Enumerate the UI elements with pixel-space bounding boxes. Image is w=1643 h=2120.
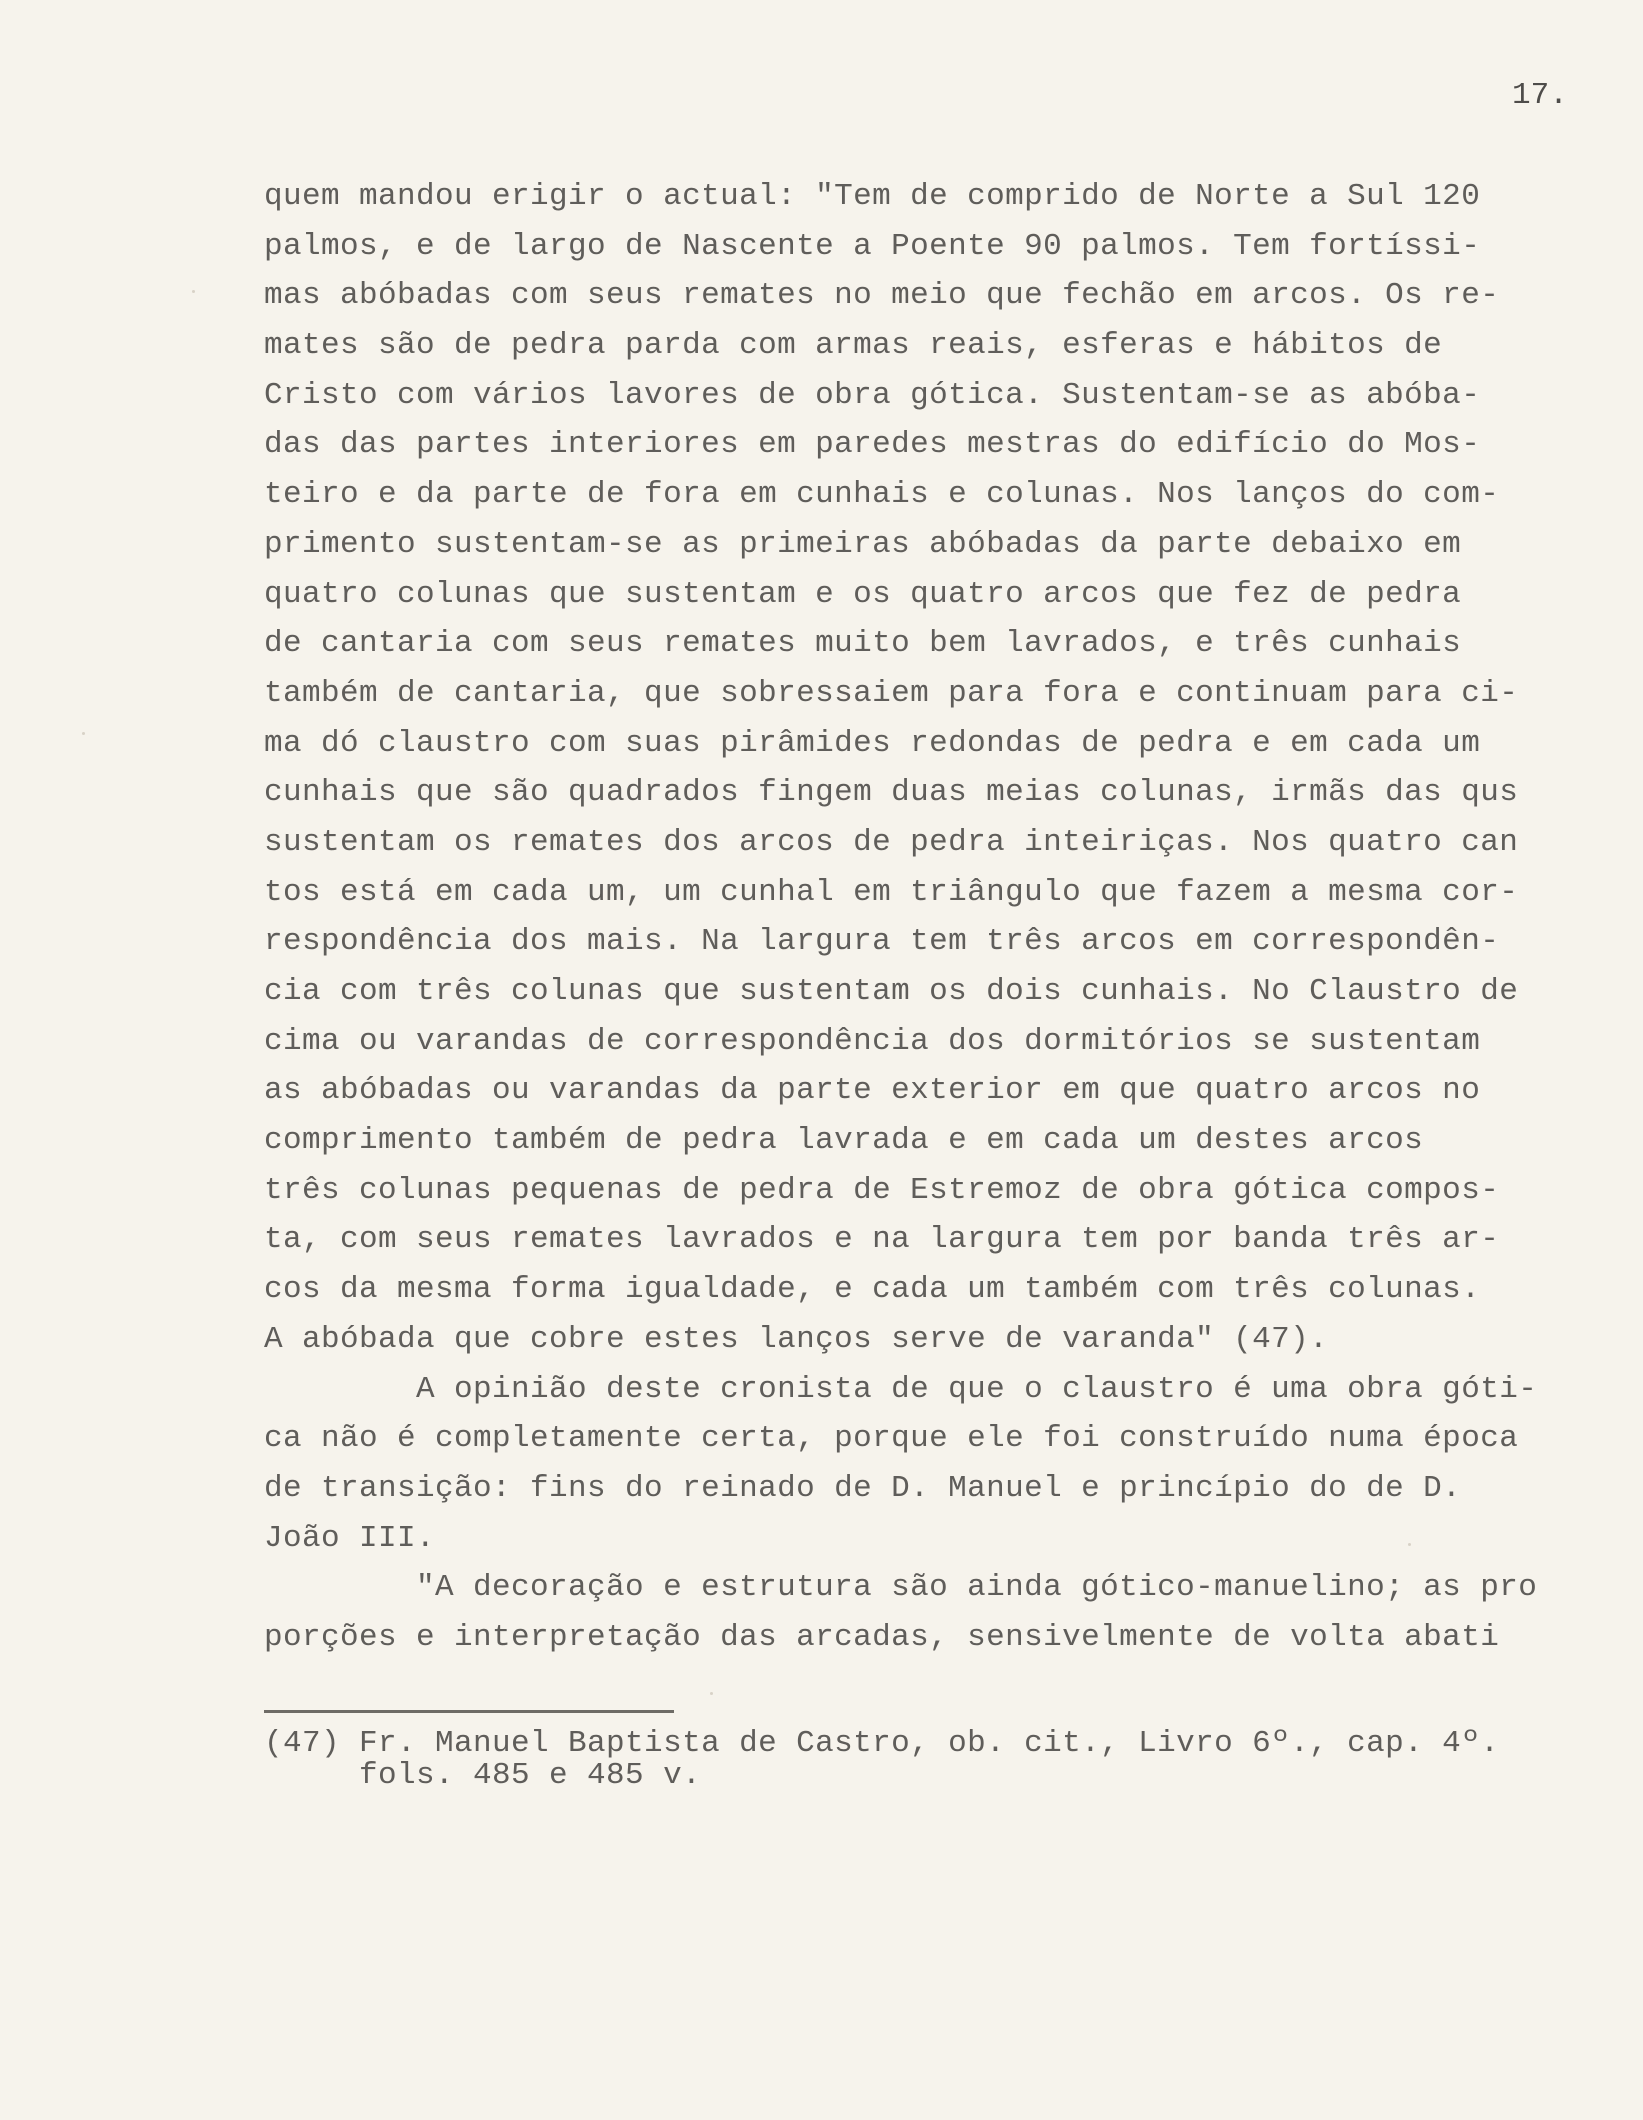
body-line: palmos, e de largo de Nascente a Poente 90 palmos. Tem fortíssi-	[264, 228, 1481, 264]
body-line: comprimento também de pedra lavrada e em cada um destes arcos	[264, 1123, 1424, 1159]
body-line: três colunas pequenas de pedra de Estremoz de obra gótica compos-	[264, 1172, 1500, 1208]
body-line: ta, com seus remates lavrados e na largura tem por banda três ar-	[264, 1222, 1500, 1258]
body-text	[264, 172, 1624, 1663]
body-line: A abóbada que cobre estes lanços serve de varanda" (47).	[264, 1321, 1329, 1357]
footnote-divider	[264, 1710, 674, 1713]
body-line: cia com três colunas que sustentam os dois cunhais. No Claustro de	[264, 974, 1519, 1009]
body-line: Cristo com vários lavores de obra gótica. Sustentam-se as abóba-	[264, 377, 1481, 413]
paper-speck	[192, 290, 195, 293]
body-line: mates são de pedra parda com armas reais, esferas e hábitos de	[264, 328, 1443, 364]
body-line: as abóbadas ou varandas da parte exterior em que quatro arcos no	[264, 1073, 1481, 1109]
body-line: quem mandou erigir o actual: "Tem de comprido de Norte a Sul 120	[264, 179, 1481, 214]
footnote	[264, 1728, 1624, 1792]
body-line: porções e interpretação das arcadas, sensivelmente de volta abati	[264, 1619, 1500, 1655]
body-line: cos da mesma forma igualdade, e cada um também com três colunas.	[264, 1272, 1481, 1308]
body-line: ma dó claustro com suas pirâmides redondas de pedra e em cada um	[264, 725, 1481, 761]
body-line: respondência dos mais. Na largura tem três arcos em correspondên-	[264, 924, 1500, 960]
body-line: de cantaria com seus remates muito bem lavrados, e três cunhais	[264, 626, 1462, 662]
footnote-line: fols. 485 e 485 v.	[264, 1758, 702, 1793]
body-line: também de cantaria, que sobressaiem para fora e continuam para ci-	[264, 675, 1519, 711]
body-line: de transição: fins do reinado de D. Manuel e princípio do de D.	[264, 1470, 1462, 1506]
paper-speck	[710, 1692, 713, 1695]
body-line: teiro e da parte de fora em cunhais e colunas. Nos lanços do com-	[264, 477, 1500, 513]
body-line: A opinião deste cronista de que o claustro é uma obra góti-	[264, 1371, 1538, 1407]
body-line: cunhais que são quadrados fingem duas meias colunas, irmãs das qus	[264, 775, 1519, 811]
body-line: "A decoração e estrutura são ainda gótico-manuelino; as pro	[264, 1570, 1538, 1606]
body-line: cima ou varandas de correspondência dos dormitórios se sustentam	[264, 1023, 1481, 1059]
body-line: sustentam os remates dos arcos de pedra inteiriças. Nos quatro can	[264, 824, 1519, 860]
body-line: João III.	[264, 1520, 436, 1556]
body-line: primento sustentam-se as primeiras abóbadas da parte debaixo em	[264, 526, 1462, 562]
body-line: tos está em cada um, um cunhal em triângulo que fazem a mesma cor-	[264, 874, 1519, 910]
page-number: 17.	[1512, 78, 1568, 113]
body-line: ca não é completamente certa, porque ele foi construído numa época	[264, 1421, 1519, 1457]
body-line: das das partes interiores em paredes mestras do edifício do Mos-	[264, 427, 1481, 463]
body-line: quatro colunas que sustentam e os quatro arcos que fez de pedra	[264, 576, 1462, 612]
paper-speck	[82, 732, 85, 735]
body-line: mas abóbadas com seus remates no meio que fechão em arcos. Os re-	[264, 278, 1500, 314]
footnote-line: (47) Fr. Manuel Baptista de Castro, ob. cit., Livro 6º., cap. 4º.	[264, 1726, 1500, 1761]
paper-speck	[1408, 1543, 1411, 1546]
